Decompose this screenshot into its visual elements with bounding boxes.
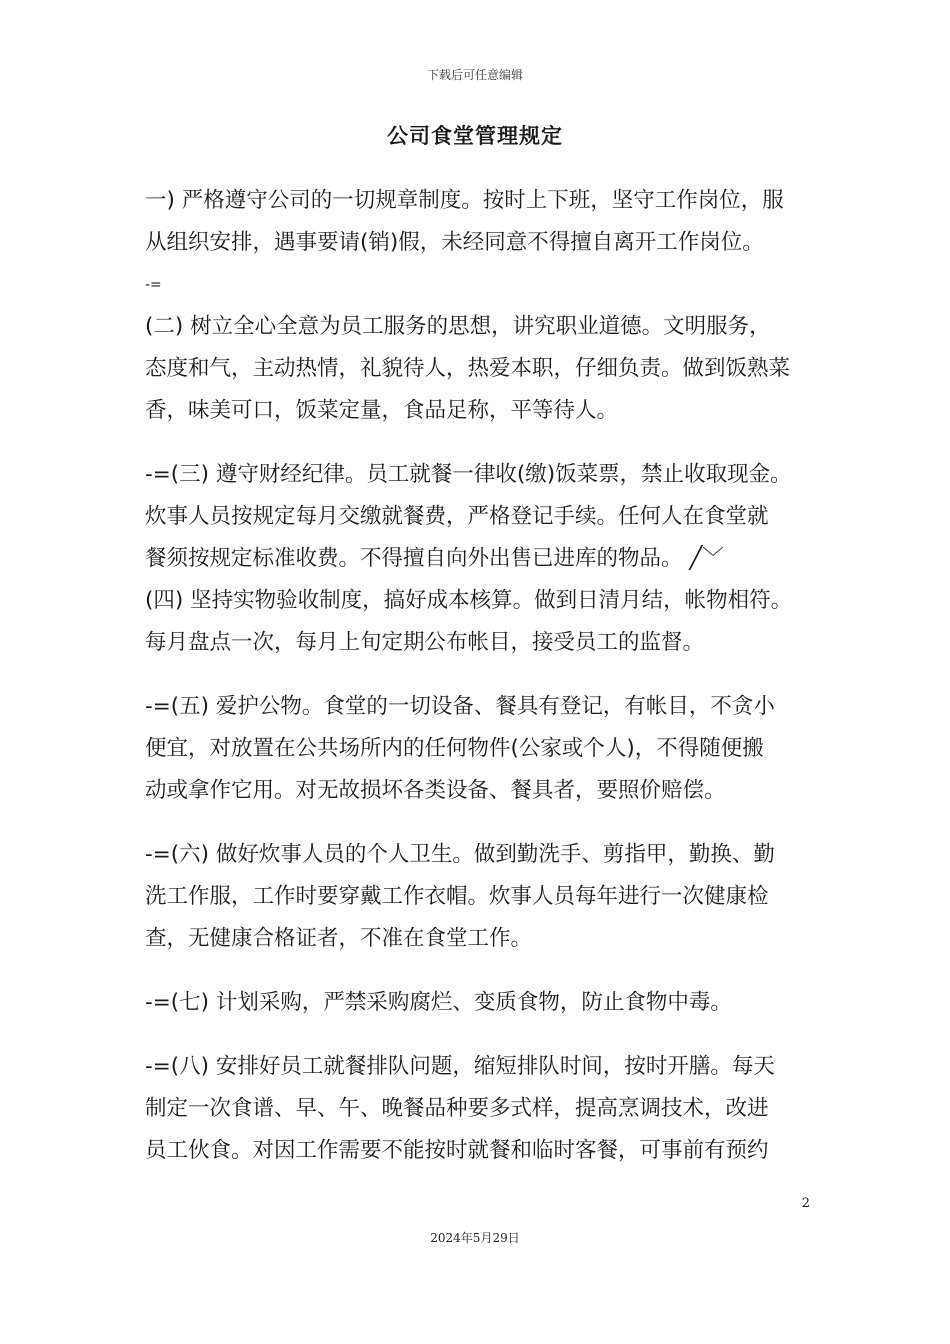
text-line: 洗工作服，工作时要穿戴工作衣帽。炊事人员每年进行一次健康检 <box>145 884 769 909</box>
document-body <box>145 180 825 1172</box>
text-line: -=(五) 爱护公物。食堂的一切设备、餐具有登记，有帐目，不贪小 <box>145 694 775 719</box>
text-line: 香，味美可口，饭菜定量，食品足称，平等待人。 <box>145 398 619 423</box>
page-number: 2 <box>801 1196 810 1211</box>
text-line: 便宜，对放置在公共场所内的任何物件(公家或个人)，不得随便搬 <box>145 736 764 761</box>
text-line: 制定一次食谱、早、午、晚餐品种要多式样，提高烹调技术，改进 <box>145 1096 769 1121</box>
page-header: 下载后可任意编辑 <box>426 68 523 82</box>
paragraph-6 <box>145 834 825 960</box>
paragraph-7 <box>145 982 825 1024</box>
paragraph-2 <box>145 306 825 432</box>
text-line: -=(三) 遵守财经纪律。员工就餐一律收(缴)饭菜票，禁止收取现金。 <box>145 462 792 487</box>
text-line: 从组织安排，遇事要请(销)假，未经同意不得擅自离开工作岗位。 <box>145 230 764 255</box>
stray-mark: -= <box>145 277 162 293</box>
paragraph-5 <box>145 686 825 812</box>
text-line: 员工伙食。对因工作需要不能按时就餐和临时客餐，可事前有预约 <box>145 1138 769 1163</box>
text-line: 餐须按规定标准收费。不得擅自向外出售已进库的物品。 ╱﹀ <box>145 546 724 571</box>
document-title: 公司食堂管理规定 <box>387 124 563 148</box>
paragraph-3 <box>145 454 825 664</box>
paragraph-8 <box>145 1046 825 1172</box>
paragraph-1 <box>145 180 825 306</box>
text-line: 一) 严格遵守公司的一切规章制度。按时上下班，坚守工作岗位，服 <box>145 188 784 213</box>
text-line: (四) 坚持实物验收制度，搞好成本核算。做到日清月结，帐物相符。 <box>145 588 793 613</box>
text-line: 态度和气，主动热情，礼貌待人，热爱本职，仔细负责。做到饭熟菜 <box>145 356 791 381</box>
text-line: -=(八) 安排好员工就餐排队问题，缩短排队时间，按时开膳。每天 <box>145 1054 775 1079</box>
text-line: 查，无健康合格证者，不准在食堂工作。 <box>145 926 533 951</box>
text-line: 每月盘点一次，每月上旬定期公布帐目，接受员工的监督。 <box>145 630 705 655</box>
text-line: 炊事人员按规定每月交缴就餐费，严格登记手续。任何人在食堂就 <box>145 504 769 529</box>
text-line: (二) 树立全心全意为员工服务的思想，讲究职业道德。文明服务， <box>145 314 771 339</box>
text-line: -=(七) 计划采购，严禁采购腐烂、变质食物，防止食物中毒。 <box>145 990 732 1015</box>
text-line: 动或拿作它用。对无故损坏各类设备、餐具者，要照价赔偿。 <box>145 778 726 803</box>
page-footer-date: 2024年5月29日 <box>430 1231 520 1245</box>
text-line: -=(六) 做好炊事人员的个人卫生。做到勤洗手、剪指甲，勤换、勤 <box>145 842 775 867</box>
